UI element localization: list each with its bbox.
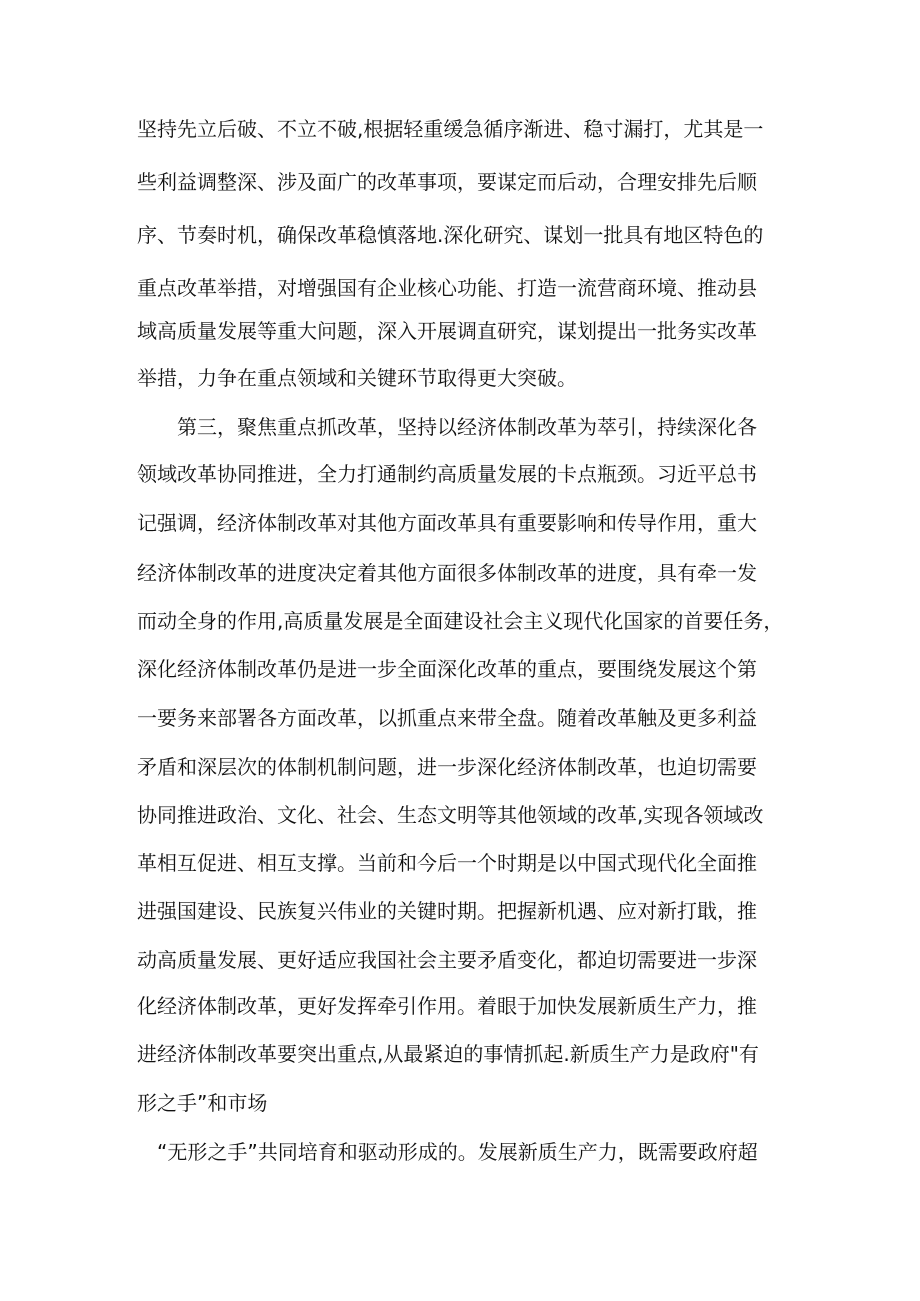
text-line-10: 经济体制改革的进度决定着其他方面很多体制改革的进度，具有牵一发 bbox=[137, 561, 757, 585]
text-line-14: 矛盾和深层次的体制机制问题，进一步深化经济体制改革，也迫切需要 bbox=[137, 755, 757, 779]
text-line-6: 举措，力争在重点领域和关键环节取得更大突破。 bbox=[137, 366, 577, 390]
text-line-19: 化经济体制改革，更好发挥牵引作用。着眼于加快发展新质生产力，推 bbox=[137, 994, 757, 1018]
text-line-22: “无形之手”共同培育和驱动形成的。发展新质生产力，既需要政府超 bbox=[157, 1140, 758, 1164]
text-line-18: 动高质量发展、更好适应我国社会主要矛盾变化，都迫切需要进一步深 bbox=[137, 948, 757, 972]
text-line-4: 重点改革举措，对增强国有企业核心功能、打造一流营商环境、推动县 bbox=[137, 276, 757, 300]
text-line-11: 而动全身的作用,高质量发展是全面建设社会主义现代化国家的首要任务， bbox=[137, 609, 784, 633]
text-line-3: 序、节奏时机，确保改革稳慎落地.深化研究、谋划一批具有地区特色的 bbox=[137, 223, 764, 247]
text-line-9: 记强调，经济体制改革对其他方面改革具有重要影响和传导作用，重大 bbox=[137, 511, 757, 535]
text-line-13: 一要务来部署各方面改革，以抓重点来带全盘。随着改革触及更多利益 bbox=[137, 706, 757, 730]
text-line-8: 领域改革协同推进，全力打通制约高质量发展的卡点瓶颈。习近平总书 bbox=[137, 462, 757, 486]
text-line-12: 深化经济体制改革仍是进一步全面深化改革的重点，要围绕发展这个第 bbox=[137, 657, 757, 681]
text-line-7: 第三，聚焦重点抓改革，坚持以经济体制改革为萃引，持续深化各 bbox=[177, 415, 757, 439]
text-line-16: 革相互促进、相互支撑。当前和今后一个时期是以中国式现代化全面推 bbox=[137, 851, 757, 875]
text-line-17: 进强国建设、民族复兴伟业的关键时期。把握新机遇、应对新打戢，推 bbox=[137, 899, 757, 923]
text-line-2: 些利益调整深、涉及面广的改革事项，要谋定而后动，合理安排先后顺 bbox=[137, 170, 757, 194]
text-line-21: 形之手”和市场 bbox=[137, 1091, 268, 1115]
text-line-1: 坚持先立后破、不立不破,根据轻重缓急循序渐进、稳寸漏打，尤其是一 bbox=[137, 117, 764, 141]
text-line-15: 协同推进政治、文化、社会、生态文明等其他领域的改革,实现各领域改 bbox=[137, 803, 764, 827]
text-line-20: 进经济体制改革要突出重点,从最紧迫的事情抓起.新质生产力是政府"有 bbox=[137, 1042, 759, 1066]
text-line-5: 域高质量发展等重大问题，深入开展调直研究，谋划提出一批务实改革 bbox=[137, 319, 757, 343]
